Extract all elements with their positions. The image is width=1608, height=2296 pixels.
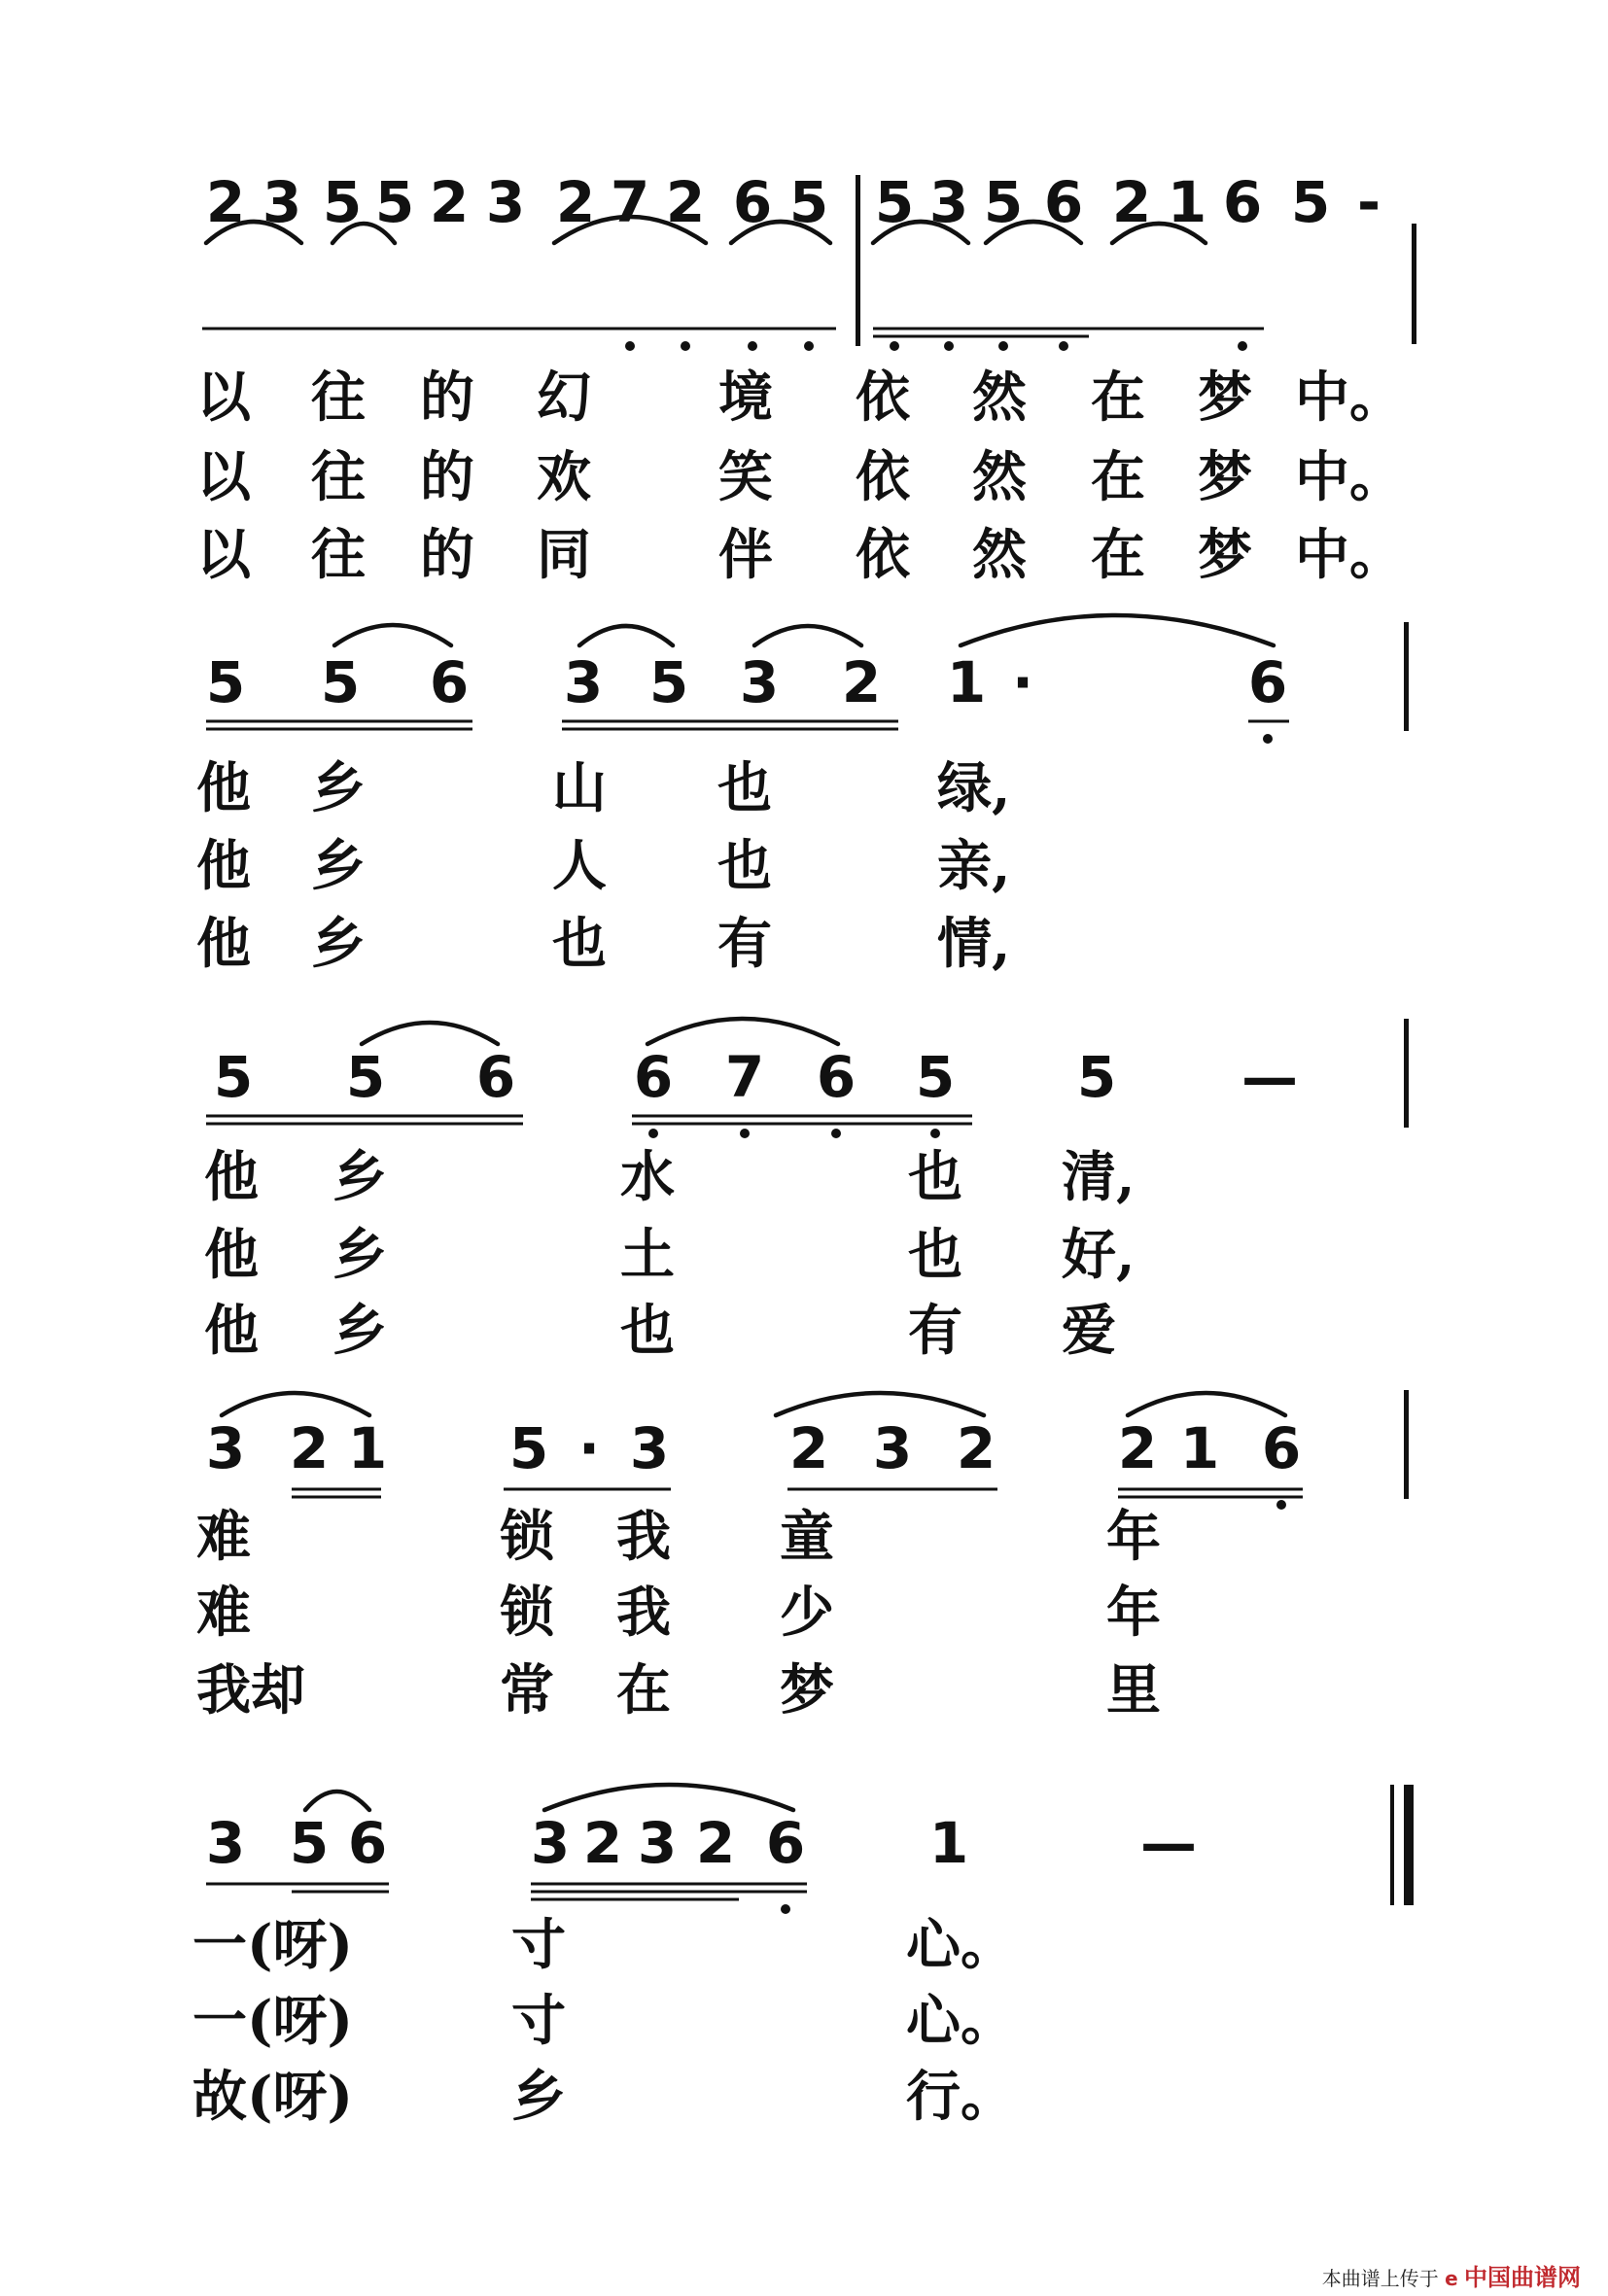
note: 2 [665, 169, 706, 235]
slur [332, 224, 395, 243]
note: 5 [874, 169, 915, 235]
note: 6 [347, 1810, 388, 1876]
slur [731, 222, 830, 243]
note: 2 [582, 1810, 623, 1876]
lyric-line: 难 锁 我 少 年 [196, 1581, 1161, 1645]
note: 2 [205, 169, 246, 235]
note: 5 [915, 1044, 956, 1110]
lyric-line: 以 往 的 幻 境 依 然 在 梦 中。 [196, 365, 1404, 430]
note: 3 [485, 169, 526, 235]
watermark-text: 本曲谱上传于 [1321, 2267, 1439, 2290]
octave-dot [944, 341, 954, 351]
note: 6 [765, 1810, 806, 1876]
slur [362, 1023, 498, 1044]
slur [334, 625, 451, 645]
note: 5 [788, 169, 829, 235]
note: 3 [629, 1415, 670, 1481]
note: 6 [816, 1044, 856, 1110]
slur [1112, 224, 1206, 243]
slur [206, 222, 301, 243]
slur [579, 626, 673, 645]
octave-dot [1276, 1500, 1286, 1510]
slur [1128, 1393, 1285, 1415]
note: 6 [1222, 169, 1263, 235]
slur [776, 1393, 984, 1415]
lyric-line: 他 乡 也 有 爱 [204, 1299, 1116, 1363]
note: 1 [347, 1415, 388, 1481]
note: 2 [956, 1415, 996, 1481]
note: 6 [1261, 1415, 1302, 1481]
lyric-line: 他 乡 也 有 情, [196, 912, 1011, 976]
beam [202, 329, 1264, 336]
octave-dot [930, 1129, 940, 1138]
note: 3 [563, 649, 604, 715]
lyric-line: 一(呀) 寸 心。 [192, 1989, 1015, 2053]
note: 2 [841, 649, 882, 715]
octave-dot [831, 1129, 841, 1138]
note: 5 [320, 649, 361, 715]
note: 6 [1043, 169, 1084, 235]
note: 3 [739, 649, 780, 715]
octave-dot [748, 341, 757, 351]
lyric-line: 故(呀) 乡 行。 [192, 2065, 1015, 2129]
note: 3 [205, 1415, 246, 1481]
note: 2 [1117, 1415, 1158, 1481]
note: 3 [205, 1810, 246, 1876]
dot: · [1011, 649, 1034, 715]
barline [856, 175, 860, 346]
lyric-line: 他 乡 人 也 亲, [196, 834, 1011, 898]
note: 5 [345, 1044, 386, 1110]
lyric-line: 以 往 的 欢 笑 依 然 在 梦 中。 [196, 445, 1404, 509]
octave-dot [625, 341, 635, 351]
barline [1404, 1019, 1409, 1128]
dot: · [577, 1415, 601, 1481]
octave-dot [1238, 341, 1247, 351]
slur [554, 217, 706, 243]
note: 5 [289, 1810, 330, 1876]
note: 2 [289, 1415, 330, 1481]
note: 1 [946, 649, 987, 715]
note: 2 [695, 1810, 736, 1876]
lyric-line: 他 乡 土 也 好, [204, 1223, 1136, 1287]
note: 5 [374, 169, 415, 235]
slur [544, 1785, 793, 1810]
lyric-line: 我却 常 在 梦 里 [196, 1658, 1161, 1722]
lyric-line: 他 乡 水 也 清, [204, 1145, 1136, 1209]
note: 5 [205, 649, 246, 715]
barline [1412, 224, 1416, 344]
octave-dot [998, 341, 1008, 351]
note: 5 [1290, 169, 1331, 235]
note: 1 [1167, 169, 1207, 235]
final-barline-thin [1390, 1785, 1394, 1905]
note: 3 [262, 169, 302, 235]
dash: — [1241, 1044, 1298, 1110]
slur [961, 615, 1274, 645]
note: 5 [322, 169, 363, 235]
octave-dot [804, 341, 814, 351]
note: 6 [633, 1044, 674, 1110]
note: 3 [637, 1810, 678, 1876]
note: 5 [1076, 1044, 1117, 1110]
note: 5 [983, 169, 1024, 235]
note: 3 [872, 1415, 913, 1481]
octave-dot [1263, 734, 1273, 744]
octave-dot [648, 1129, 658, 1138]
dash: - [1356, 169, 1381, 235]
note: 7 [610, 169, 650, 235]
octave-dot [890, 341, 899, 351]
slur [222, 1393, 369, 1415]
note: 5 [213, 1044, 254, 1110]
final-barline-thick [1404, 1785, 1414, 1905]
note: 3 [530, 1810, 571, 1876]
slur [754, 626, 861, 645]
note: 6 [1247, 649, 1288, 715]
note: 2 [555, 169, 596, 235]
beam [206, 1884, 807, 1899]
beam [206, 1116, 972, 1124]
dash: — [1140, 1810, 1197, 1876]
slur [647, 1019, 838, 1044]
note: 2 [429, 169, 470, 235]
note: 1 [1179, 1415, 1220, 1481]
barline [1404, 1390, 1409, 1499]
octave-dot [1059, 341, 1068, 351]
slur [873, 222, 968, 243]
note: 6 [475, 1044, 516, 1110]
lyric-line: 他 乡 山 也 绿, [196, 756, 1011, 820]
beam [292, 1489, 1303, 1497]
lyric-line: 一(呀) 寸 心。 [192, 1913, 1015, 1977]
watermark-site: 中国曲谱网 [1464, 2264, 1581, 2291]
note: 6 [429, 649, 470, 715]
note: 6 [732, 169, 773, 235]
note: 5 [508, 1415, 549, 1481]
beam [206, 721, 1289, 729]
lyric-line: 以 往 的 同 伴 依 然 在 梦 中。 [196, 523, 1404, 587]
note: 2 [1111, 169, 1152, 235]
barline [1404, 622, 1409, 731]
site-logo: e [1445, 2267, 1458, 2290]
watermark [1322, 2258, 1581, 2292]
lyric-line: 难 锁 我 童 年 [196, 1505, 1161, 1569]
octave-dot [740, 1129, 750, 1138]
slur [986, 222, 1081, 243]
octave-dot [681, 341, 690, 351]
note: 3 [928, 169, 969, 235]
note: 2 [788, 1415, 829, 1481]
note: 5 [648, 649, 689, 715]
note: 7 [724, 1044, 765, 1110]
slur [305, 1792, 369, 1810]
note: 1 [928, 1810, 969, 1876]
octave-dot [781, 1904, 790, 1914]
